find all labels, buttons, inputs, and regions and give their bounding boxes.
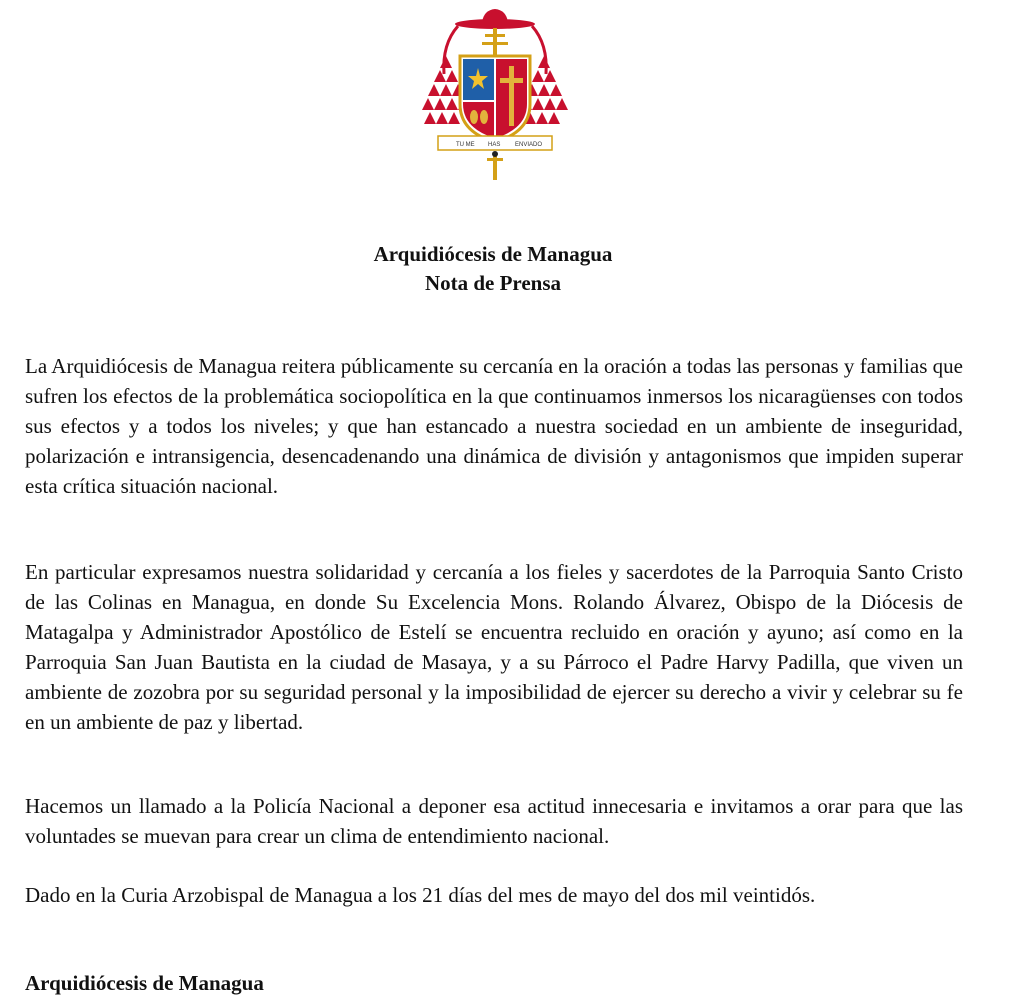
motto-part-1: TU ME xyxy=(456,142,475,148)
motto-part-2: HAS xyxy=(488,142,501,148)
document-subtitle: Nota de Prensa xyxy=(424,271,562,295)
signature: Arquidiócesis de Managua xyxy=(25,971,264,995)
body-paragraph-1: La Arquidiócesis de Managua reitera públicamente su cercanía en la oración a todas las personas y familias que sufren los efectos de la problemática sociopolítica en la que continuamos inmersos los nicaragüenses con todos sus efectos y a todos los niveles; y que han estancado a nuestra sociedad en un ambiente de inseguridad, polarización e intransigencia, desencadenando una dinámica de división y antagonismos que impiden superar esta crítica situación nacional. xyxy=(25,354,963,498)
document-title: Arquidiócesis de Managua xyxy=(373,242,613,266)
archdiocese-coat-of-arms xyxy=(420,4,570,184)
body-paragraph-4: Dado en la Curia Arzobispal de Managua a los 21 días del mes de mayo del dos mil veintidós. xyxy=(25,883,816,907)
motto-part-3: ENVIADO xyxy=(515,142,543,148)
body-paragraph-3: Hacemos un llamado a la Policía Nacional a deponer esa actitud innecesaria e invitamos a orar para que las voluntades se muevan para crear un clima de entendimiento nacional. xyxy=(25,794,963,848)
body-paragraph-2: En particular expresamos nuestra solidaridad y cercanía a los fieles y sacerdotes de la Parroquia Santo Cristo de las Colinas en Managua, en donde Su Excelencia Mons. Rolando Álvarez, Obispo de la Diócesis de Matagalpa y Administrador Apostólico de Estelí se encuentra recluido en oración y ayuno; así como en la Parroquia San Juan Bautista en la ciudad de Masaya, y a su Párroco el Padre Harvy Padilla, que viven un ambiente de zozobra por su seguridad personal y la imposibilidad de ejercer su derecho a vivir y celebrar su fe en un ambiente de paz y libertad. xyxy=(25,560,963,734)
document-header xyxy=(0,240,986,298)
